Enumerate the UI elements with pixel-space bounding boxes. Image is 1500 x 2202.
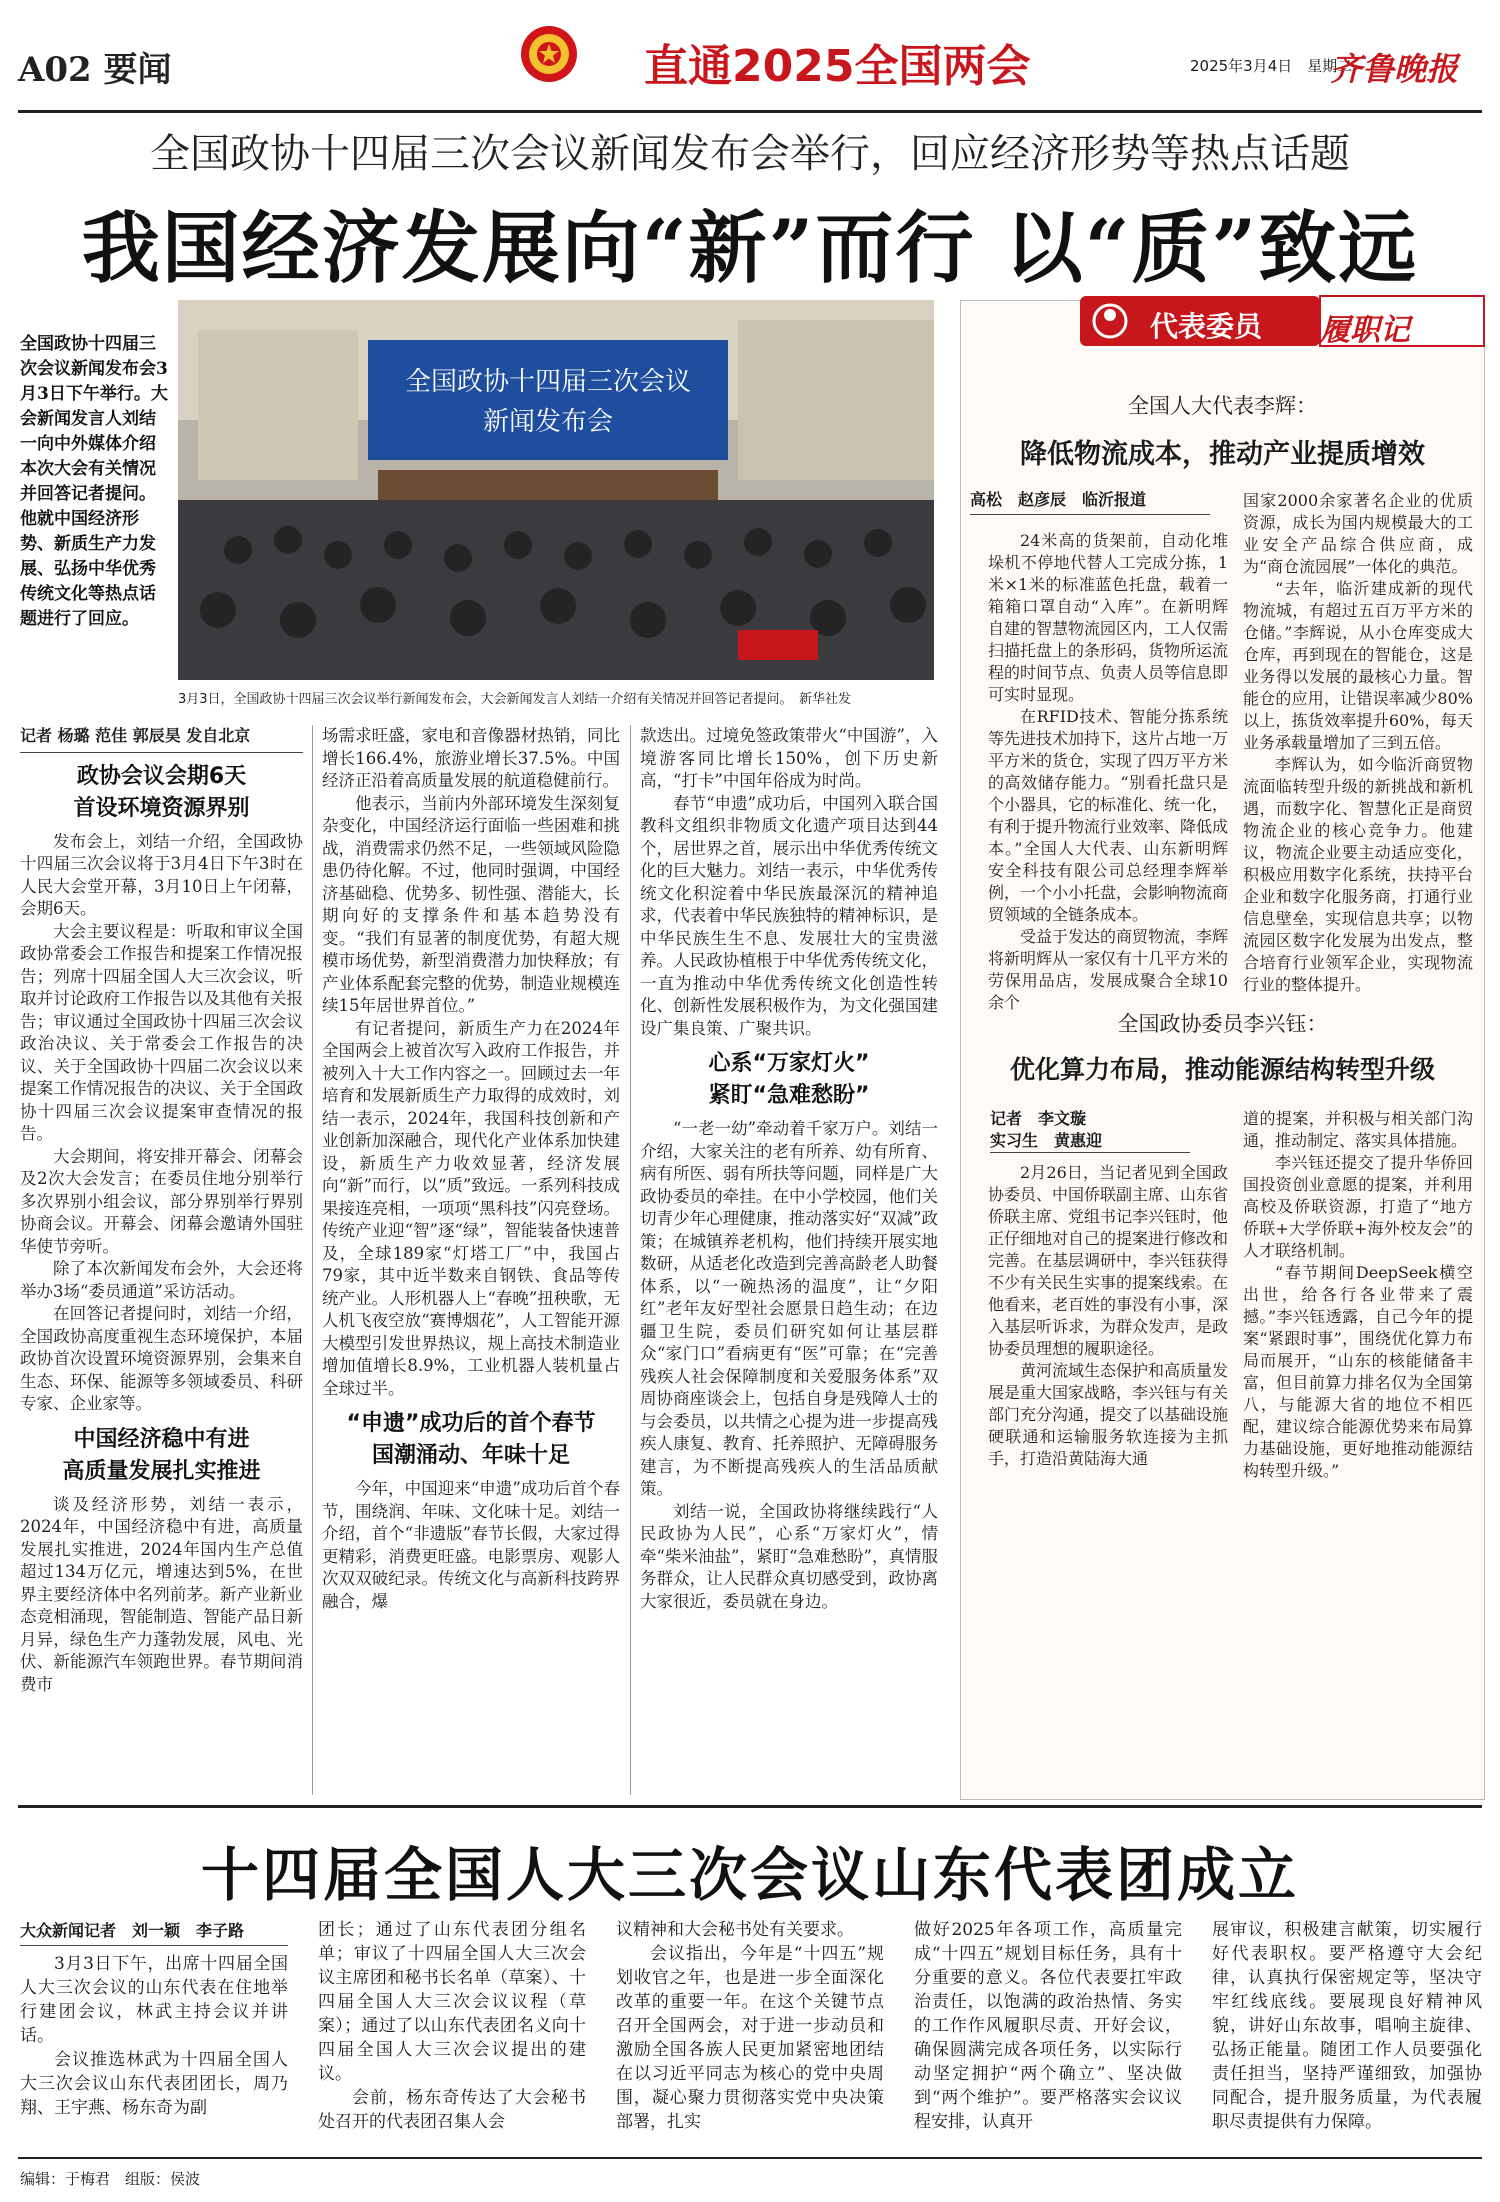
mid-rule (18, 1805, 1482, 1808)
main-column-1 (20, 725, 303, 1795)
banner-line1: 全国政协十四届三次会议 (404, 367, 692, 397)
right-col-2 (1243, 490, 1473, 1000)
press-conference-photo (178, 300, 934, 680)
right-story-2 (970, 1008, 1475, 1086)
bottom-col-5 (1212, 1918, 1482, 2150)
story2-byline: 记者 李文璇 实习生 黄惠迎 (990, 1108, 1190, 1153)
paragraph: 刘结一说，全国政协将继续践行“人民政协为人民”，心系“万家灯火”，情牵“柴米油盐”，紧盯“急难愁盼”，真情服务群众，让人民群众真切感受到，政协离大家很近，委员就在身边。 (640, 1501, 938, 1611)
paragraph: 展审议，积极建言献策，切实履行好代表职权。要严格遵守大会纪律，认真执行保密规定等，坚决守牢红线底线。要展现良好精神风貌，讲好山东故事，唱响主旋律、弘扬正能量。随团工作人员要强化责任担当，坚持严谨细致，加强协同配合，提升服务质量，为代表履职尽责提供有力保障。 (1212, 1920, 1482, 2132)
paragraph: “去年，临沂建成新的现代物流城，有超过五百万平方米的仓储。”李辉说，从小仓库变成大仓库，再到现在的智能仓，这是业务得以发展的最核心力量。智能仓的应用，让错误率减少80%以上，拣货效率提升60%，每天业务承载量增加了三到五倍。 (1243, 579, 1473, 752)
paragraph: 发布会上，刘结一介绍，全国政协十四届三次会议将于3月4日下午3时在人民大会堂开幕，3月10日上午闭幕，会期6天。 (20, 831, 303, 918)
emblem-icon (512, 22, 586, 86)
paragraph: 受益于发达的商贸物流，李辉将新明辉从一家仅有十几平方米的劳保用品店，发展成聚合全球10余个 (988, 927, 1229, 1012)
headline: 我国经济发展向“新”而行 以“质”致远 (81, 203, 1419, 294)
paragraph: 李兴钰还提交了提升华侨回国投资创业意愿的提案，并利用高校及侨联资源，打造了“地方侨联+大学侨联+海外校友会”的人才联络机制。 (1243, 1153, 1473, 1260)
section-title: 直通2025全国两会 (644, 41, 1031, 92)
paragraph: 2月26日，当记者见到全国政协委员、中国侨联副主席、山东省侨联主席、党组书记李兴钰时，他正仔细地对自己的提案进行修改和完善。在基层调研中，李兴钰获得不少有关民生实事的提案线索。在他看来，老百姓的事没有小事，深入基层听诉求，为群众发声，是政协委员理想的履职途径。 (988, 1163, 1229, 1358)
bottom-col-1 (20, 1918, 288, 2152)
newspaper-logo: 齐鲁晚报 (1330, 50, 1459, 88)
issue-date: 2025年3月4日 星期二 (1190, 57, 1353, 75)
paragraph: 李辉认为，如今临沂商贸物流面临转型升级的新挑战和新机遇，而数字化、智慧化正是商贸物流企业的核心竞争力。他建议，物流企业要主动适应变化，积极应用数字化系统，扶持平台企业和数字化服务商，打通行业信息壁垒，实现信息共享；以物流园区数字化发展为出发点，整合培育行业领军企业，实现物流行业的整体提升。 (1243, 755, 1473, 994)
paragraph: 场需求旺盛，家电和音像器材热销，同比增长166.4%，旅游业增长37.5%。中国经济正沿着高质量发展的航道稳健前行。 (322, 726, 620, 790)
right-col-3 (988, 1162, 1228, 1492)
main-byline: 记者 杨璐 范佳 郭辰昊 发自北京 (20, 725, 303, 753)
top-rule (18, 110, 1482, 113)
subhead-1: 政协会议会期6天 首设环境资源界别 (73, 763, 250, 821)
panel-badge (1080, 290, 1484, 352)
story1-intro: 全国人大代表李辉： (1128, 394, 1317, 418)
paragraph: 团长；通过了山东代表团分组名单；审议了十四届全国人大三次会议主席团和秘书长名单（草案）、十四届全国人大三次会议议程（草案）；通过了以山东代表团名义向十四届全国人大三次会议提出的建议。 (318, 1920, 586, 2084)
main-column-3 (640, 725, 938, 1795)
subhead-3: “申遗”成功后的首个春节 国潮涌动、年味十足 (346, 1411, 596, 1468)
badge-label-2: 履职记 (1320, 313, 1410, 348)
editor-credit: 编辑：于梅君 组版：侯波 (20, 2170, 201, 2188)
banner-line2: 新闻发布会 (482, 407, 614, 437)
kicker: 全国政协十四届三次会议新闻发布会举行，回应经济形势等热点话题 (150, 131, 1350, 177)
paragraph: “一老一幼”牵动着千家万户。刘结一介绍，大家关注的老有所养、幼有所育、病有所医、弱有所扶等问题，同样是广大政协委员的牵挂。在中小学校园，他们关切青少年心理健康，推动落实好“双减”政策；在城镇养老机构，他们持续开展实地数研，从适老化改造到完善高龄老人助餐体系，以“一碗热汤的温度”，让“夕阳红”老年友好型社会愿景日趋生动；在边疆卫生院，委员们研究如何让基层群众“家门口”看病更有“医”可靠；在“完善残疾人社会保障制度和关爱服务体系”双周协商座谈会上，包括自身是残障人士的与会委员，以共情之心提为进一步提高残疾人康复、教育、托养照护、无障碍服务建言，为不断提高残疾人的生活品质献策。 (640, 1119, 938, 1498)
photo-side-caption: 全国政协十四届三次会议新闻发布会3月3日下午举行。大会新闻发言人刘结一向中外媒体介绍本次大会有关情况并回答记者提问。他就中国经济形势、新质生产力发展、弘扬中华优秀传统文化等热点话题进行了回应。 (20, 334, 168, 629)
paragraph: 大会期间，将安排开幕会、闭幕会及2次大会发言；在委员住地分别举行多次界别小组会议，部分界别举行界别协商会议。开幕会、闭幕会邀请外国驻华使节旁听。 (20, 1146, 303, 1256)
paragraph: 除了本次新闻发布会外，大会还将举办3场“委员通道”采访活动。 (20, 1259, 303, 1301)
paragraph: 会议指出，今年是“十四五”规划收官之年，也是进一步全面深化改革的重要一年。在这个关键节点召开全国两会，对于进一步动员和激励全国各族人民更加紧密地团结在以习近平同志为核心的党中央周围，凝心聚力贯彻落实党中央决策部署，扎实 (616, 1944, 884, 2132)
bottom-byline: 大众新闻记者 刘一颖 李子路 (20, 1918, 288, 1946)
story1-headline: 降低物流成本，推动产业提质增效 (1020, 439, 1425, 470)
paragraph: 款迭出。过境免签政策带火“中国游”，入境游客同比增长150%，创下历史新高，“打卡”中国年俗成为时尚。 (640, 726, 938, 790)
paragraph: 黄河流域生态保护和高质量发展是重大国家战略，李兴钰与有关部门充分沟通，提交了以基础设施硬联通和运输服务软连接为主抓手，打造沿黄陆海大通 (988, 1361, 1229, 1468)
bottom-rule (18, 2157, 1482, 2159)
page-number: A02 要闻 (18, 50, 172, 90)
paragraph: 24米高的货架前，自动化堆垛机不停地代替人工完成分拣，1米×1米的标准蓝色托盘，载着一箱箱口罩自动“入库”。在新明辉自建的智慧物流园区内，工人仅需扫描托盘上的条形码，货物所运流程的时间节点、负责人员等信息即可实时显现。 (988, 531, 1229, 704)
paragraph: 春节“申遗”成功后，中国列入联合国教科文组织非物质文化遗产项目达到44个，居世界之首，展示出中华优秀传统文化的巨大魅力。刘结一表示，中华优秀传统文化积淀着中华民族最深沉的精神追求，代表着中华民族独特的精神标识，是中华民族生生不息、发展壮大的宝贵滋养。人民政协植根于中华优秀传统文化，一直为推动中华优秀传统文化创造性转化、创新性发展积极作为，为文化强国建设广集良策、广聚共识。 (640, 793, 938, 1038)
paragraph: 会前，杨东奇传达了大会秘书处召开的代表团召集人会 (318, 2088, 586, 2132)
story2-intro: 全国政协委员李兴钰： (1117, 1012, 1328, 1036)
paragraph: 有记者提问，新质生产力在2024年全国两会上被首次写入政府工作报告，并被列入十大工作内容之一。回顾过去一年培育和发展新质生产力取得的成效时，刘结一表示，2024年，我国科技创新和产业创新加深融合，现代化产业体系加快建设，新质生产力收效显著，经济发展向“新”而行，以“质”致远。一系列科技成果接连亮相，一项项“黑科技”闪亮登场。传统产业迎“智”逐“绿”，智能装备快速普及，全球189家“灯塔工厂”中，我国占79家，其中近半数来自钢铁、食品等传统产业。人形机器人上“春晚”扭秧歌，无人机飞夜空放“赛博烟花”，人工智能开源大模型引发世界热议，规上高技术制造业增加值增长8.9%，工业机器人装机量占全球过半。 (322, 1018, 620, 1398)
bottom-headline: 十四届全国人大三次会议山东代表团成立 (200, 1841, 1299, 1909)
main-column-2 (322, 725, 620, 1795)
right-col-4 (1243, 1108, 1473, 1493)
paragraph: 在回答记者提问时，刘结一介绍，全国政协高度重视生态环境保护，本届政协首次设置环境资源界别，会集来自生态、环保、能源等多领域委员、科研专家、企业家等。 (20, 1304, 303, 1413)
paragraph: 国家2000余家著名企业的优质资源，成长为国内规模最大的工业安全产品综合供应商，成为“商仓流园展”一体化的典范。 (1243, 491, 1473, 576)
paragraph: 大会主要议程是：听取和审议全国政协常委会工作报告和提案工作情况报告；列席十四届全国人大三次会议，听取并讨论政府工作报告以及其他有关报告；审议通过全国政协十四届三次会议政治决议、关于常委会工作报告的决议、关于全国政协十四届二次会议以来提案工作情况报告的决议、关于全国政协十四届三次会议提案审查情况的报告。 (20, 921, 303, 1143)
paragraph: 谈及经济形势，刘结一表示，2024年，中国经济稳中有进，高质量发展扎实推进，2024年国内生产总值超过134万亿元，增速达到5%，在世界主要经济体中名列前茅。新产业新业态竞相涌现，智能制造、智能产品日新月异，绿色生产力蓬勃发展，风电、光伏、新能源汽车领跑世界。春节期间消费市 (20, 1494, 303, 1694)
badge-label: 代表委员 (1150, 310, 1263, 343)
paragraph: 做好2025年各项工作，高质量完成“十四五”规划目标任务，具有十分重要的意义。各位代表要扛牢政治责任，以饱满的政治热情、务实的工作作风履职尽责、开好会议，确保圆满完成各项任务，以实际行动坚定拥护“两个确立”、坚决做到“两个维护”。要严格落实会议议程安排，认真开 (914, 1920, 1182, 2132)
paragraph: 3月3日下午，出席十四届全国人大三次会议的山东代表在住地举行建团会议，林武主持会议并讲话。 (20, 1954, 288, 2046)
story1-byline: 高松 赵彦辰 临沂报道 (970, 487, 1210, 515)
paragraph: 议精神和大会秘书处有关要求。 (616, 1920, 854, 1940)
right-col-1 (988, 530, 1229, 1012)
paragraph: “春节期间DeepSeek横空出世，给各行各业带来了震撼。”李兴钰透露，自己今年的提案“紧跟时事”，围绕优化算力布局而展开，“山东的核能储备丰富，但目前算力排名仅为全国第八，与能源大省的地位不相匹配，建议综合能源优势来布局算力基础设施，更好地推动能源结构转型升级。” (1243, 1263, 1473, 1480)
paragraph: 会议推选林武为十四届全国人大三次会议山东代表团团长，周乃翔、王宇燕、杨东奇为副 (20, 2050, 288, 2118)
bottom-col-4 (914, 1918, 1182, 2150)
paragraph: 道的提案，并积极与相关部门沟通，推动制定、落实具体措施。 (1243, 1109, 1473, 1150)
paragraph: 今年，中国迎来“申遗”成功后首个春节，围绕润、年味、文化味十足。刘结一介绍，首个“非遗版”春节长假，大家过得更精彩，消费更旺盛。电影票房、观影人次双双破纪录。传统文化与高新科技跨界融合，爆 (322, 1479, 620, 1611)
subhead-4: 心系“万家灯火” 紧盯“急难愁盼” (708, 1051, 870, 1108)
paragraph: 在RFID技术、智能分拣系统等先进技术加持下，这片占地一万平方米的货仓，实现了四万平方米的高效储存能力。“别看托盘只是个小器具，它的标准化、统一化，有利于提升物流行业效率、降低成本。”全国人大代表、山东新明辉安全科技有限公司总经理李辉举例，一个小小托盘，会影响物流商贸领域的全链条成本。 (988, 707, 1229, 924)
paragraph: 他表示，当前内外部环境发生深刻复杂变化，中国经济运行面临一些困难和挑战，消费需求仍然不足，一些领域风险隐患仍待化解。不过，他同时强调，中国经济基础稳、优势多、韧性强、潜能大，长期向好的支撑条件和基本趋势没有变。“我们有显著的制度优势，有超大规模市场优势，新型消费潜力加快释放；有产业体系配套完整的优势，制造业规模连续15年居世界首位。” (322, 793, 620, 1015)
subhead-2: 中国经济稳中有进 高质量发展扎实推进 (62, 1426, 261, 1484)
photo-caption: 3月3日，全国政协十四届三次会议举行新闻发布会，大会新闻发言人刘结一介绍有关情况并回答记者提问。 新华社发 (178, 692, 852, 707)
bottom-col-2 (318, 1918, 586, 2150)
bottom-col-3 (616, 1918, 884, 2150)
story2-headline: 优化算力布局，推动能源结构转型升级 (1009, 1055, 1435, 1084)
